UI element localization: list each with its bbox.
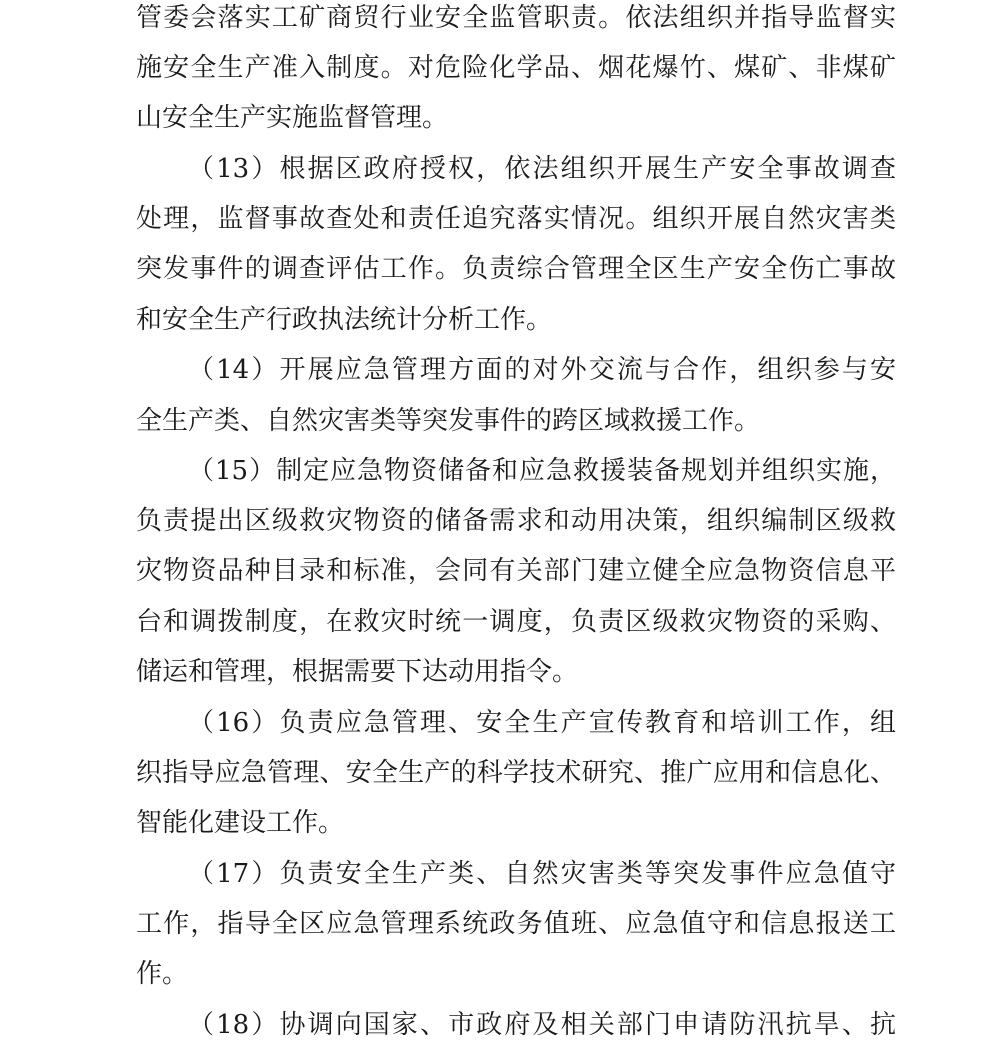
- paragraph-17-start: （17）负责安全生产类、自然灾害类等突发事件应急值守: [188, 859, 896, 889]
- paragraph-15-start: （15）制定应急物资储备和应急救援装备规划并组织实施，: [188, 456, 896, 486]
- text-line: 山安全生产实施监督管理。: [136, 103, 449, 133]
- text-line: 施安全生产准入制度。对危险化学品、烟花爆竹、煤矿、非煤矿: [136, 53, 896, 83]
- text-line: 和安全生产行政执法统计分析工作。: [136, 305, 553, 335]
- text-line: 智能化建设工作。: [136, 808, 345, 838]
- text-line: 处理，监督事故查处和责任追究落实情况。组织开展自然灾害类: [136, 204, 896, 234]
- paragraph-16-start: （16）负责应急管理、安全生产宣传教育和培训工作，组: [188, 708, 896, 738]
- text-line: 台和调拨制度，在救灾时统一调度，负责区级救灾物资的采购、: [136, 607, 896, 637]
- paragraph-13-start: （13）根据区政府授权，依法组织开展生产安全事故调查: [188, 154, 896, 184]
- text-line: 管委会落实工矿商贸行业安全监管职责。依法组织并指导监督实: [136, 3, 896, 33]
- text-line: 工作，指导全区应急管理系统政务值班、应急值守和信息报送工: [136, 909, 896, 939]
- text-line: 储运和管理，根据需要下达动用指令。: [136, 657, 579, 687]
- paragraph-14-start: （14）开展应急管理方面的对外交流与合作，组织参与安: [188, 355, 896, 385]
- text-line: 负责提出区级救灾物资的储备需求和动用决策，组织编制区级救: [136, 506, 896, 536]
- text-line: 作。: [136, 959, 189, 989]
- paragraph-18-start: （18）协调向国家、市政府及相关部门申请防汛抗旱、抗: [188, 1010, 896, 1040]
- text-line: 全生产类、自然灾害类等突发事件的跨区域救援工作。: [136, 406, 761, 436]
- text-line: 突发事件的调查评估工作。负责综合管理全区生产安全伤亡事故: [136, 254, 896, 284]
- text-line: 织指导应急管理、安全生产的科学技术研究、推广应用和信息化、: [136, 758, 896, 788]
- text-line: 灾物资品种目录和标准，会同有关部门建立健全应急物资信息平: [136, 556, 896, 586]
